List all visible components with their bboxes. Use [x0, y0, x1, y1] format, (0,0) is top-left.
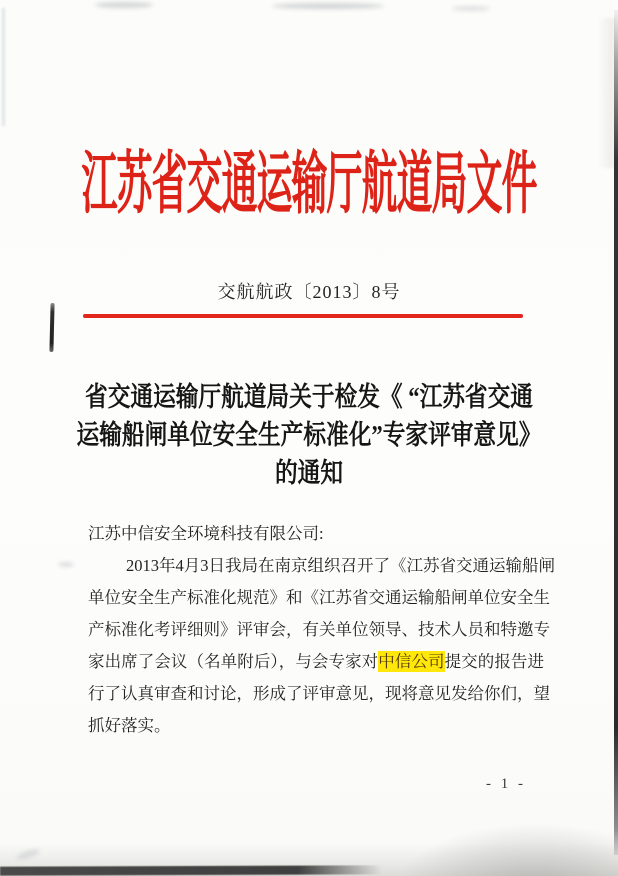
scan-smudge [452, 6, 490, 11]
salutation: 江苏中信安全环境科技有限公司: [88, 524, 324, 543]
letterhead-title: 江苏省交通运输厅航道局文件 [81, 146, 537, 222]
paragraph-line-1: 2013年4月3日我局在南京组织召开了《江苏省交通运输船闸 [126, 556, 555, 575]
scan-smudge [58, 562, 74, 567]
page-curl-shadow [402, 824, 618, 876]
paragraph-line-2: 单位安全生产标准化规范》和《江苏省交通运输船闸单位安全生 [88, 588, 550, 607]
page-number: - 1 - [486, 776, 526, 792]
red-divider-line [83, 314, 523, 318]
scan-right-edge [614, 10, 618, 855]
paragraph-line-5: 行了认真审查和讨论，形成了评审意见，现将意见发给你们，望 [88, 684, 550, 703]
highlighted-company-name: 中信公司 [378, 652, 445, 671]
scan-smudge [95, 2, 153, 8]
paragraph-line-4-post: 提交的报告进 [444, 652, 545, 671]
scan-bottom-edge [0, 865, 382, 875]
paragraph-line-3: 产标准化考评细则》评审会，有关单位领导、技术人员和特邀专 [88, 620, 550, 639]
subject-line-2: 运输船闸单位安全生产标准化”专家评审意见》 [76, 420, 542, 450]
notice-subject [49, 378, 568, 492]
pen-mark-artifact [49, 303, 54, 352]
body-paragraph [88, 550, 555, 742]
paragraph-line-4 [88, 646, 544, 678]
scan-smudge [272, 3, 384, 9]
paragraph-line-6: 抓好落实。 [88, 716, 171, 735]
paragraph-line-4-pre: 家出席了会议（名单附后），与会专家对 [88, 652, 379, 671]
scan-edge-streak [2, 8, 5, 126]
document-number: 交航航政〔2013〕8号 [217, 282, 401, 302]
subject-line-3: 的通知 [274, 458, 344, 488]
subject-line-1: 省交通运输厅航道局关于检发《 “江苏省交通 [85, 382, 533, 412]
